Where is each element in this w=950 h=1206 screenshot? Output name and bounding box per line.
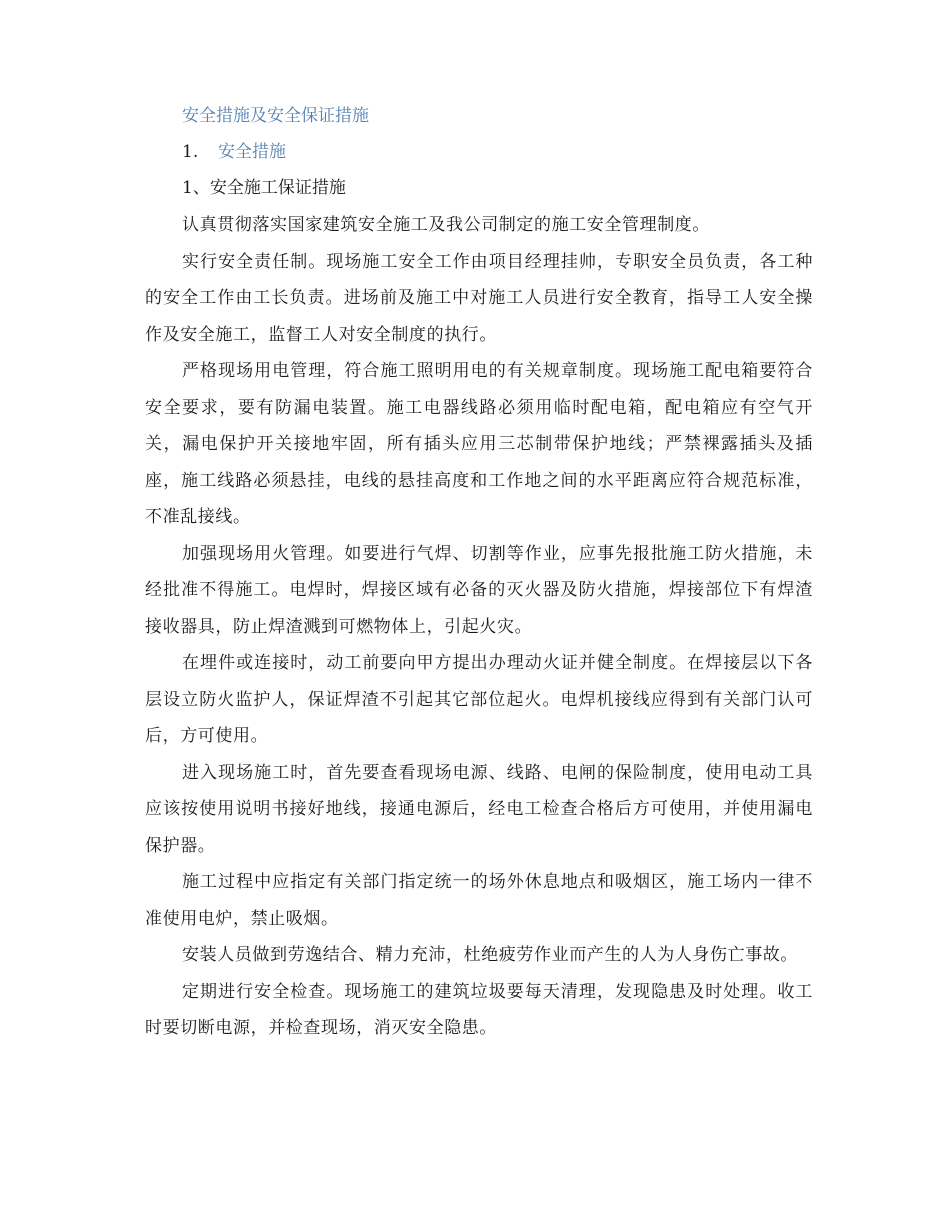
paragraph: 严格现场用电管理，符合施工照明用电的有关规章制度。现场施工配电箱要符合安全要求，要有防漏电装置。施工电器线路必须用临时配电箱，配电箱应有空气开关，漏电保护开关接地牢固，所有插头应用三芯制带保护地线；严禁裸露插头及插座，施工线路必须悬挂，电线的悬挂高度和工作地之间的水平距离应符合规范标准，不准乱接线。 <box>145 361 813 527</box>
section-title: 安全措施 <box>218 142 286 162</box>
section-number: 1. <box>182 142 199 162</box>
section-heading <box>182 140 286 164</box>
paragraph: 在埋件或连接时，动工前要向甲方提出办理动火证并健全制度。在焊接层以下各层设立防火监护人，保证焊渣不引起其它部位起火。电焊机接线应得到有关部门认可后，方可使用。 <box>145 653 813 746</box>
document-body <box>145 207 813 1047</box>
paragraph: 安装人员做到劳逸结合、精力充沛，杜绝疲劳作业而产生的人为人身伤亡事故。 <box>182 945 798 965</box>
paragraph: 进入现场施工时，首先要查看现场电源、线路、电闸的保险制度，使用电动工具应该按使用说明书接好地线，接通电源后，经电工检查合格后方可使用，并使用漏电保护器。 <box>145 762 813 856</box>
paragraph: 加强现场用火管理。如要进行气焊、切割等作业，应事先报批施工防火措施，未经批准不得施工。电焊时，焊接区域有必备的灭火器及防火措施，焊接部位下有焊渣接收器具，防止焊渣溅到可燃物体上，引起火灾。 <box>145 543 813 637</box>
paragraph: 实行安全责任制。现场施工安全工作由项目经理挂帅，专职安全员负责，各工种的安全工作由工长负责。进场前及施工中对施工人员进行安全教育，指导工人安全操作及安全施工，监督工人对安全制度的执行。 <box>145 251 813 345</box>
paragraph: 施工过程中应指定有关部门指定统一的场外休息地点和吸烟区，施工场内一律不准使用电炉，禁止吸烟。 <box>145 872 813 929</box>
paragraph: 定期进行安全检查。现场施工的建筑垃圾要每天清理，发现隐患及时处理。收工时要切断电源，并检查现场，消灭安全隐患。 <box>145 981 813 1038</box>
document-title: 安全措施及安全保证措施 <box>182 106 369 126</box>
subsection-heading: 1、安全施工保证措施 <box>182 178 346 198</box>
paragraph: 认真贯彻落实国家建筑安全施工及我公司制定的施工安全管理制度。 <box>182 215 710 235</box>
